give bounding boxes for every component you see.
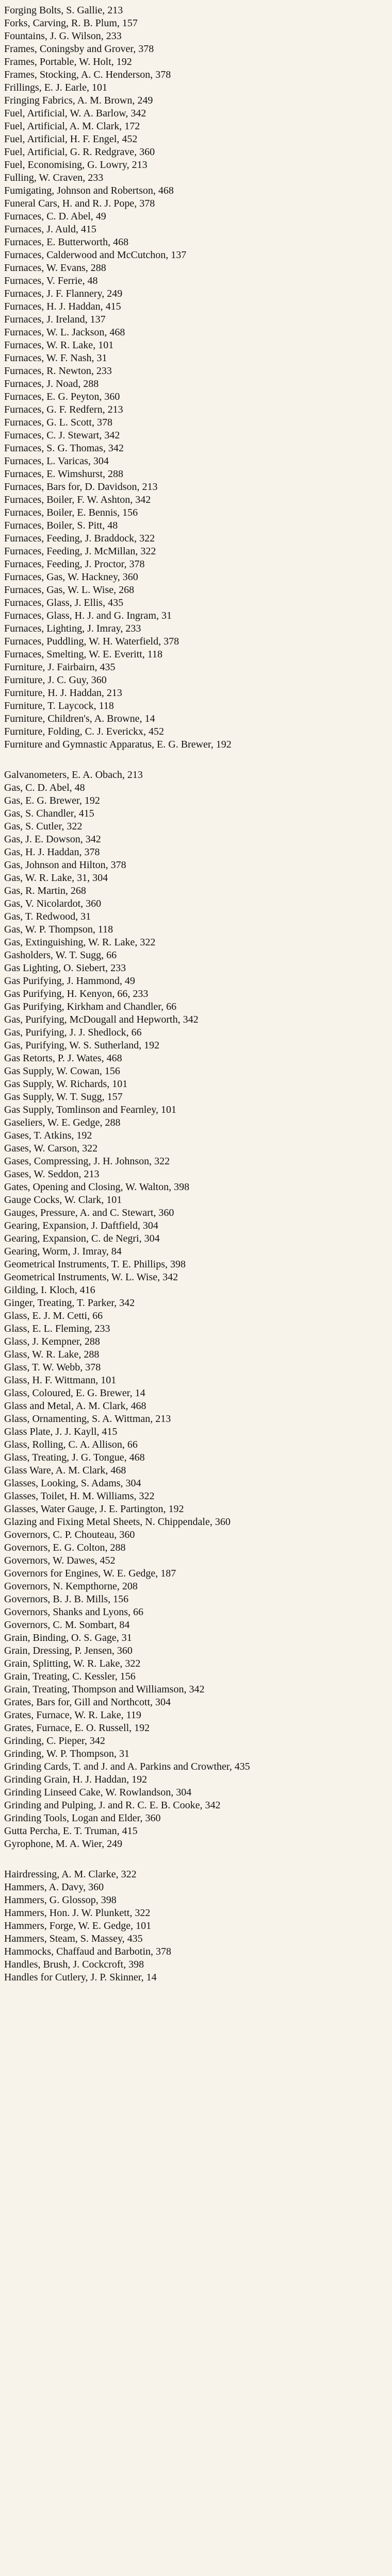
index-entry: Forging Bolts, S. Gallie, 213	[4, 5, 123, 16]
index-entry: Glass, Rolling, C. A. Allison, 66	[4, 1439, 138, 1450]
index-entry: Gas, J. E. Dowson, 342	[4, 834, 101, 845]
index-entry: Gas Purifying, H. Kenyon, 66, 233	[4, 988, 149, 999]
index-entry: Grinding and Pulping, J. and R. C. E. B. Cooke, 342	[4, 1800, 221, 1811]
index-entry: Handles, Brush, J. Cockcroft, 398	[4, 1959, 144, 1970]
index-entry: Hammers, G. Glossop, 398	[4, 1894, 117, 1906]
index-entry: Hammers, Steam, S. Massey, 435	[4, 1933, 143, 1944]
index-entry: Fuel, Artificial, W. A. Barlow, 342	[4, 108, 146, 119]
index-entry: Glass, W. R. Lake, 288	[4, 1349, 100, 1360]
index-entry: Handles for Cutlery, J. P. Skinner, 14	[4, 1972, 157, 1983]
section-spacer	[0, 751, 392, 769]
index-entry: Gas, H. J. Haddan, 378	[4, 846, 100, 858]
index-entry: Glass, E. L. Fleming, 233	[4, 1323, 110, 1334]
hairdressing-section	[0, 1868, 392, 1984]
index-entry: Gas, Purifying, McDougall and Hepworth, 342	[4, 1014, 199, 1025]
index-entry: Gas Supply, W. Cowan, 156	[4, 1065, 120, 1077]
index-entry: Furnaces, Glass, H. J. and G. Ingram, 31	[4, 610, 172, 621]
index-entry: Gas Lighting, O. Siebert, 233	[4, 962, 126, 974]
section-spacer	[0, 1851, 392, 1868]
index-entry: Furnaces, Gas, W. L. Wise, 268	[4, 584, 135, 596]
index-entry: Fountains, J. G. Wilson, 233	[4, 30, 122, 42]
index-entry: Furnaces, Calderwood and McCutchon, 137	[4, 249, 187, 261]
index-entry: Hammers, Forge, W. E. Gedge, 101	[4, 1920, 152, 1931]
index-entry: Furnaces, Boiler, S. Pitt, 48	[4, 520, 118, 531]
index-entry: Furnaces, W. F. Nash, 31	[4, 352, 107, 364]
index-entry: Fuel, Artificial, G. R. Redgrave, 360	[4, 146, 155, 158]
index-entry: Furnaces, S. G. Thomas, 342	[4, 443, 124, 454]
index-entry: Grain, Splitting, W. R. Lake, 322	[4, 1658, 141, 1669]
index-entry: Furnaces, Feeding, J. Proctor, 378	[4, 558, 145, 570]
index-entry: Frames, Coningsby and Grover, 378	[4, 43, 154, 55]
index-entry: Hairdressing, A. M. Clarke, 322	[4, 1869, 137, 1880]
index-entry: Furniture, J. C. Guy, 360	[4, 674, 107, 686]
index-entry: Gilding, I. Kloch, 416	[4, 1284, 95, 1296]
index-entry: Ginger, Treating, T. Parker, 342	[4, 1297, 135, 1309]
index-entry: Furnaces, W. Evans, 288	[4, 262, 106, 274]
index-entry: Furniture and Gymnastic Apparatus, E. G. Brewer, 192	[4, 739, 232, 750]
index-entry: Fringing Fabrics, A. M. Brown, 249	[4, 95, 153, 106]
index-entry: Glass Plate, J. J. Kayll, 415	[4, 1426, 118, 1437]
index-entry: Gas, R. Martin, 268	[4, 885, 86, 896]
index-entry: Glass Ware, A. M. Clark, 468	[4, 1465, 126, 1476]
index-entry: Gas, S. Chandler, 415	[4, 808, 94, 819]
index-entry: Gauge Cocks, W. Clark, 101	[4, 1194, 122, 1206]
index-entry: Governors, B. J. B. Mills, 156	[4, 1594, 129, 1605]
index-entry: Gases, W. Seddon, 213	[4, 1168, 100, 1180]
index-entry: Gearing, Expansion, J. Daftfield, 304	[4, 1220, 158, 1231]
index-entry: Gases, T. Atkins, 192	[4, 1130, 92, 1141]
index-entry: Gas Retorts, P. J. Wates, 468	[4, 1053, 122, 1064]
index-entry: Gas, C. D. Abel, 48	[4, 782, 85, 793]
index-entry: Grinding Cards, T. and J. and A. Parkins and Crowther, 435	[4, 1761, 250, 1772]
index-entry: Glasses, Looking, S. Adams, 304	[4, 1478, 141, 1489]
index-entry: Grain, Dressing, P. Jensen, 360	[4, 1645, 133, 1656]
index-entry: Fulling, W. Craven, 233	[4, 172, 104, 183]
index-entry: Grates, Bars for, Gill and Northcott, 304	[4, 1697, 171, 1708]
index-entry: Glasses, Toilet, H. M. Williams, 322	[4, 1490, 155, 1502]
index-entry: Furnaces, Smelting, W. E. Everitt, 118	[4, 649, 163, 660]
index-entry: Furnaces, Bars for, D. Davidson, 213	[4, 481, 158, 493]
index-entry: Gas Purifying, Kirkham and Chandler, 66	[4, 1001, 177, 1012]
index-entry: Furnaces, Puddling, W. H. Waterfield, 378	[4, 636, 179, 647]
index-entry: Gearing, Worm, J. Imray, 84	[4, 1246, 122, 1257]
index-entry: Glass, Treating, J. G. Tongue, 468	[4, 1452, 145, 1463]
index-entry: Governors, C. M. Sombart, 84	[4, 1619, 130, 1631]
index-entry: Gas, Extinguishing, W. R. Lake, 322	[4, 937, 156, 948]
index-entry: Furnaces, Glass, J. Ellis, 435	[4, 597, 124, 608]
index-entry: Furnaces, J. Auld, 415	[4, 224, 96, 235]
index-entry: Gas, W. P. Thompson, 118	[4, 924, 113, 935]
index-entry: Gases, W. Carson, 322	[4, 1143, 98, 1154]
index-entry: Glass, T. W. Webb, 378	[4, 1362, 101, 1373]
index-entry: Frames, Portable, W. Holt, 192	[4, 56, 132, 67]
index-entry: Furnaces, Gas, W. Hackney, 360	[4, 571, 138, 583]
index-entry: Fuel, Artificial, A. M. Clark, 172	[4, 121, 140, 132]
index-entry: Glass and Metal, A. M. Clark, 468	[4, 1400, 146, 1412]
index-entry: Hammocks, Chaffaud and Barbotin, 378	[4, 1946, 172, 1957]
index-entry: Grain, Treating, C. Kessler, 156	[4, 1671, 136, 1682]
index-entry: Grinding, W. P. Thompson, 31	[4, 1748, 129, 1759]
index-entry: Gas, T. Redwood, 31	[4, 911, 91, 922]
index-entry: Furnaces, J. Ireland, 137	[4, 314, 106, 325]
index-entry: Gases, Compressing, J. H. Johnson, 322	[4, 1156, 170, 1167]
index-entry: Furnaces, Lighting, J. Imray, 233	[4, 623, 141, 634]
index-entry: Furnaces, V. Ferrie, 48	[4, 275, 98, 286]
index-entry: Gates, Opening and Closing, W. Walton, 398	[4, 1181, 190, 1193]
index-entry: Gas, Purifying, J. J. Shedlock, 66	[4, 1027, 142, 1038]
index-entry: Governors, W. Dawes, 452	[4, 1555, 116, 1566]
index-entry: Furnaces, Feeding, J. McMillan, 322	[4, 546, 156, 557]
index-entry: Furnaces, R. Newton, 233	[4, 365, 112, 377]
index-entry: Gutta Percha, E. T. Truman, 415	[4, 1825, 138, 1837]
index-entry: Gas Supply, Tomlinson and Fearnley, 101	[4, 1104, 176, 1115]
index-entry: Governors, E. G. Colton, 288	[4, 1542, 126, 1553]
index-entry: Gas, E. G. Brewer, 192	[4, 795, 100, 806]
index-entry: Glass, H. F. Wittmann, 101	[4, 1375, 117, 1386]
index-entry: Furniture, Children's, A. Browne, 14	[4, 713, 155, 724]
index-entry: Gaseliers, W. E. Gedge, 288	[4, 1117, 121, 1128]
galvanometers-section	[0, 769, 392, 1851]
index-entry: Glass, J. Kempner, 288	[4, 1336, 100, 1347]
index-entry: Galvanometers, E. A. Obach, 213	[4, 769, 143, 781]
index-entry: Fumigating, Johnson and Robertson, 468	[4, 185, 174, 196]
index-entry: Governors for Engines, W. E. Gedge, 187	[4, 1568, 176, 1579]
forging-section	[0, 0, 392, 751]
index-entry: Furnaces, C. D. Abel, 49	[4, 211, 106, 222]
index-entry: Governors, C. P. Chouteau, 360	[4, 1529, 135, 1540]
index-entry: Grinding, C. Pieper, 342	[4, 1735, 105, 1747]
index-entry: Furnaces, W. L. Jackson, 468	[4, 327, 125, 338]
index-entry: Hammers, Hon. J. W. Plunkett, 322	[4, 1907, 151, 1919]
index-entry: Furniture, H. J. Haddan, 213	[4, 687, 122, 699]
index-entry: Furniture, T. Laycock, 118	[4, 700, 114, 711]
index-entry: Glass, Ornamenting, S. A. Wittman, 213	[4, 1413, 171, 1425]
index-entry: Gas Purifying, J. Hammond, 49	[4, 975, 135, 987]
index-entry: Gas Supply, W. Richards, 101	[4, 1078, 128, 1090]
index-entry: Furnaces, E. Butterworth, 468	[4, 236, 129, 248]
index-entry: Grates, Furnace, E. O. Russell, 192	[4, 1722, 150, 1734]
index-entry: Furnaces, H. J. Haddan, 415	[4, 301, 121, 312]
index-entry: Governors, N. Kempthorne, 208	[4, 1581, 138, 1592]
index-entry: Glasses, Water Gauge, J. E. Partington, 192	[4, 1503, 184, 1515]
index-entry: Glass, Coloured, E. G. Brewer, 14	[4, 1387, 145, 1399]
index-entry: Grain, Binding, O. S. Gage, 31	[4, 1632, 132, 1643]
index-entry: Furnaces, Boiler, E. Bennis, 156	[4, 507, 138, 518]
index-entry: Gas, S. Cutler, 322	[4, 821, 83, 832]
index-entry: Gas, Purifying, W. S. Sutherland, 192	[4, 1040, 160, 1051]
index-entry: Furnaces, C. J. Stewart, 342	[4, 430, 120, 441]
index-entry: Furnaces, Boiler, F. W. Ashton, 342	[4, 494, 151, 505]
index-entry: Funeral Cars, H. and R. J. Pope, 378	[4, 198, 155, 209]
index-entry: Gearing, Expansion, C. de Negri, 304	[4, 1233, 160, 1244]
index-entry: Grain, Treating, Thompson and Williamson, 342	[4, 1684, 205, 1695]
index-entry: Grinding Grain, H. J. Haddan, 192	[4, 1774, 148, 1785]
index-entry: Furnaces, Feeding, J. Braddock, 322	[4, 533, 155, 544]
index-entry: Furniture, Folding, C. J. Everickx, 452	[4, 726, 164, 737]
index-entry: Glass, E. J. M. Cetti, 66	[4, 1310, 103, 1321]
index-entry: Geometrical Instruments, T. E. Phillips, 398	[4, 1259, 186, 1270]
index-entry: Grinding Tools, Logan and Elder, 360	[4, 1812, 161, 1824]
index-entry: Furnaces, G. F. Redfern, 213	[4, 404, 123, 415]
index-entry: Furnaces, J. Noad, 288	[4, 378, 99, 389]
index-entry: Gasholders, W. T. Sugg, 66	[4, 950, 117, 961]
index-entry: Fuel, Economising, G. Lowry, 213	[4, 159, 148, 171]
index-entry: Forks, Carving, R. B. Plum, 157	[4, 18, 138, 29]
index-entry: Furnaces, L. Varicas, 304	[4, 455, 109, 467]
index-entry: Frames, Stocking, A. C. Henderson, 378	[4, 69, 171, 80]
index-entry: Gas Supply, W. T. Sugg, 157	[4, 1091, 123, 1103]
index-entry: Gauges, Pressure, A. and C. Stewart, 360	[4, 1207, 174, 1218]
index-entry: Geometrical Instruments, W. L. Wise, 342	[4, 1272, 178, 1283]
index-entry: Grinding Linseed Cake, W. Rowlandson, 304	[4, 1787, 192, 1798]
index-entry: Gyrophone, M. A. Wier, 249	[4, 1838, 123, 1850]
index-entry: Governors, Shanks and Lyons, 66	[4, 1606, 143, 1618]
index-entry: Glazing and Fixing Metal Sheets, N. Chippendale, 360	[4, 1516, 231, 1528]
index-entry: Hammers, A. Davy, 360	[4, 1882, 104, 1893]
index-entry: Furnaces, G. L. Scott, 378	[4, 417, 112, 428]
index-entry: Furnaces, E. G. Peyton, 360	[4, 391, 120, 402]
index-entry: Gas, Johnson and Hilton, 378	[4, 859, 126, 871]
index-entry: Gas, W. R. Lake, 31, 304	[4, 872, 108, 884]
index-entry: Grates, Furnace, W. R. Lake, 119	[4, 1709, 141, 1721]
index-entry: Furnaces, W. R. Lake, 101	[4, 340, 114, 351]
index-entry: Frillings, E. J. Earle, 101	[4, 82, 107, 93]
index-entry: Furniture, J. Fairbairn, 435	[4, 662, 116, 673]
index-entry: Gas, V. Nicolardot, 360	[4, 898, 102, 909]
index-entry: Fuel, Artificial, H. F. Engel, 452	[4, 133, 138, 145]
index-entry: Furnaces, J. F. Flannery, 249	[4, 288, 123, 299]
index-entry: Furnaces, E. Wimshurst, 288	[4, 468, 124, 480]
